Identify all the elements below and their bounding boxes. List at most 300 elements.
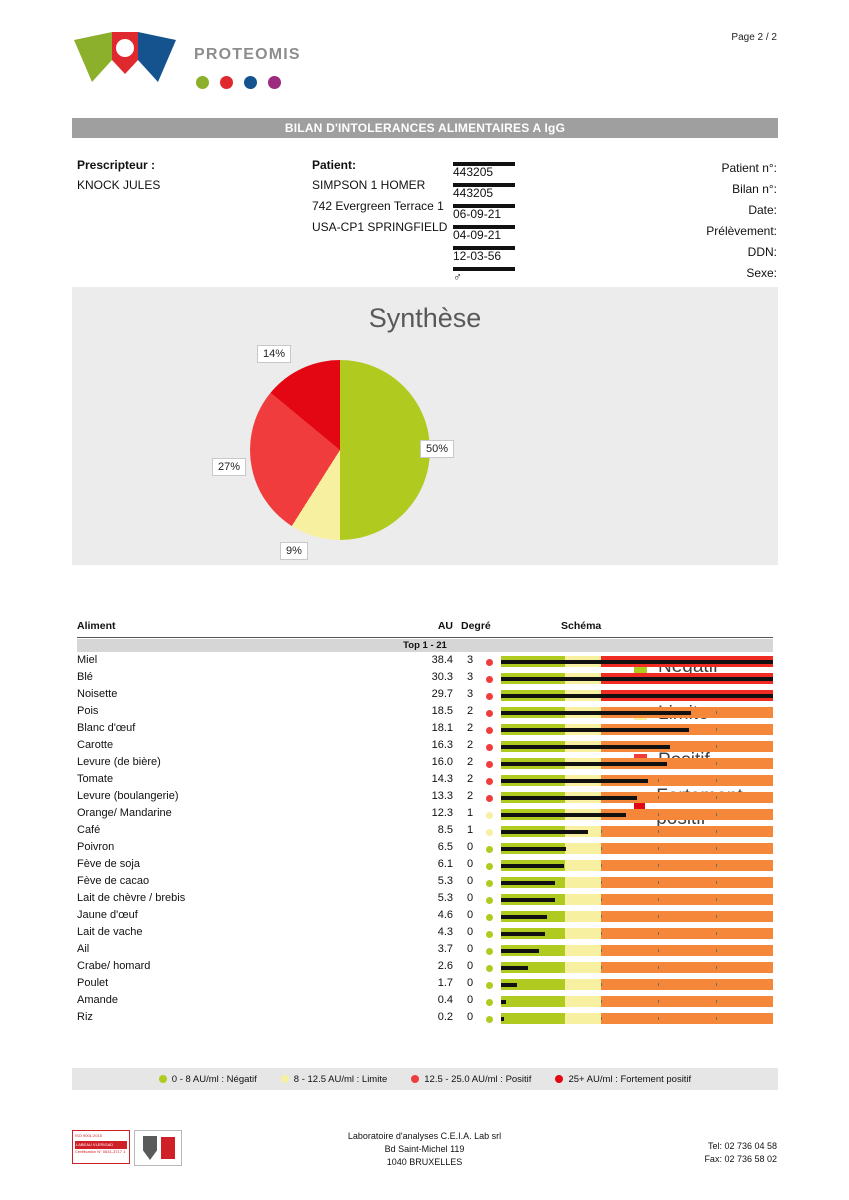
iso-line1: ISO 9001:2015 xyxy=(75,1133,102,1138)
cell-schema-bar xyxy=(501,707,773,718)
cell-au: 38.4 xyxy=(431,654,453,666)
schema-value-marker xyxy=(501,898,555,902)
status-dot-icon xyxy=(486,914,493,921)
schema-segment xyxy=(565,860,601,871)
patient-name: SIMPSON 1 HOMER xyxy=(312,178,426,192)
schema-segment xyxy=(565,945,601,956)
cell-au: 2.6 xyxy=(437,960,453,972)
page-number: Page 2 / 2 xyxy=(731,32,777,43)
column-header-aliment: Aliment xyxy=(77,620,116,632)
schema-tick xyxy=(601,830,602,833)
status-dot-icon xyxy=(486,829,493,836)
scale-legend-text: 12.5 - 25.0 AU/ml : Positif xyxy=(424,1073,532,1085)
schema-tick xyxy=(601,898,602,901)
cell-degre: 3 xyxy=(467,671,474,683)
patient-label: Patient: xyxy=(312,158,357,172)
table-row xyxy=(77,687,773,704)
table-row xyxy=(77,823,773,840)
schema-value-marker xyxy=(501,983,517,987)
cell-aliment: Café xyxy=(77,824,101,836)
cell-aliment: Blanc d'œuf xyxy=(77,722,136,734)
pie-label-positif: 27% xyxy=(212,458,246,476)
schema-value-marker xyxy=(501,949,539,953)
schema-tick xyxy=(716,830,717,833)
schema-value-marker xyxy=(501,847,566,851)
legend-dot-icon xyxy=(281,1075,289,1083)
cell-schema-bar xyxy=(501,656,773,667)
prescriber-label: Prescripteur : xyxy=(77,158,156,172)
schema-tick xyxy=(601,949,602,952)
status-dot-icon xyxy=(486,761,493,768)
brand-dot-purple xyxy=(268,76,281,89)
brand-dot-blue xyxy=(244,76,257,89)
table-row xyxy=(77,670,773,687)
table-row xyxy=(77,1010,773,1027)
cell-au: 4.6 xyxy=(437,909,453,921)
cell-aliment: Poivron xyxy=(77,841,115,853)
cell-schema-bar xyxy=(501,792,773,803)
cell-aliment: Levure (boulangerie) xyxy=(77,790,179,802)
cell-degre: 0 xyxy=(467,943,474,955)
cell-degre: 1 xyxy=(467,824,474,836)
meta-row-ddn xyxy=(447,242,777,263)
cell-degre: 2 xyxy=(467,773,474,785)
table-header xyxy=(77,620,773,638)
table-row xyxy=(77,806,773,823)
table-row xyxy=(77,942,773,959)
legend-dot-icon xyxy=(159,1075,167,1083)
pie-label-fortement: 14% xyxy=(257,345,291,363)
schema-segment xyxy=(601,979,773,990)
cell-aliment: Orange/ Mandarine xyxy=(77,807,172,819)
column-header-au: AU xyxy=(437,620,453,632)
scale-legend xyxy=(72,1068,778,1090)
cell-schema-bar xyxy=(501,894,773,905)
meta-label: Bilan n°: xyxy=(732,182,777,196)
cell-au: 6.1 xyxy=(437,858,453,870)
schema-value-marker xyxy=(501,694,773,698)
brand-dot-red xyxy=(220,76,233,89)
prescriber-name: KNOCK JULES xyxy=(77,178,161,192)
schema-value-marker xyxy=(501,932,545,936)
cell-au: 18.5 xyxy=(431,705,453,717)
cell-degre: 0 xyxy=(467,926,474,938)
schema-segment xyxy=(501,996,565,1007)
meta-value: ♂ xyxy=(453,267,515,271)
schema-tick xyxy=(716,847,717,850)
table-row xyxy=(77,993,773,1010)
schema-tick xyxy=(658,966,659,969)
iso-line2: LABEAU VLERIGAD xyxy=(75,1141,127,1149)
schema-tick xyxy=(716,864,717,867)
schema-tick xyxy=(601,864,602,867)
schema-tick xyxy=(716,932,717,935)
table-row xyxy=(77,925,773,942)
schema-tick xyxy=(716,796,717,799)
meta-value: 12-03-56 xyxy=(453,246,515,250)
cell-au: 3.7 xyxy=(437,943,453,955)
cell-degre: 0 xyxy=(467,1011,474,1023)
meta-value: 443205 xyxy=(453,162,515,166)
schema-tick xyxy=(716,1017,717,1020)
brand-dot-green xyxy=(196,76,209,89)
schema-segment xyxy=(601,877,773,888)
meta-row-prelevement xyxy=(447,221,777,242)
meta-row-patient-no xyxy=(447,158,777,179)
cell-schema-bar xyxy=(501,996,773,1007)
schema-value-marker xyxy=(501,779,648,783)
cell-schema-bar xyxy=(501,1013,773,1024)
schema-segment xyxy=(565,979,601,990)
schema-segment xyxy=(601,809,773,820)
schema-segment xyxy=(565,996,601,1007)
cell-degre: 2 xyxy=(467,722,474,734)
schema-segment xyxy=(565,894,601,905)
cell-schema-bar xyxy=(501,911,773,922)
table-row xyxy=(77,738,773,755)
meta-label: Date: xyxy=(748,203,777,217)
cell-aliment: Poulet xyxy=(77,977,109,989)
cell-au: 30.3 xyxy=(431,671,453,683)
synthesis-panel xyxy=(72,287,778,565)
cell-au: 1.7 xyxy=(437,977,453,989)
cell-au: 14.3 xyxy=(431,773,453,785)
meta-value: 443205 xyxy=(453,183,515,187)
schema-tick xyxy=(601,983,602,986)
schema-value-marker xyxy=(501,1017,504,1021)
pie-graphic xyxy=(250,360,430,540)
table-row xyxy=(77,755,773,772)
schema-tick xyxy=(716,949,717,952)
cell-degre: 0 xyxy=(467,875,474,887)
cell-au: 18.1 xyxy=(431,722,453,734)
cell-aliment: Noisette xyxy=(77,688,118,700)
cell-au: 16.0 xyxy=(431,756,453,768)
cell-degre: 0 xyxy=(467,960,474,972)
cell-degre: 0 xyxy=(467,858,474,870)
scale-legend-limite xyxy=(281,1074,387,1085)
schema-segment xyxy=(601,945,773,956)
table-row xyxy=(77,789,773,806)
cell-schema-bar xyxy=(501,775,773,786)
document-title-bar: BILAN D'INTOLERANCES ALIMENTAIRES A IgG xyxy=(72,118,778,138)
pie-label-negatif: 50% xyxy=(420,440,454,458)
schema-tick xyxy=(658,847,659,850)
schema-value-marker xyxy=(501,915,547,919)
cell-schema-bar xyxy=(501,860,773,871)
cell-schema-bar xyxy=(501,962,773,973)
schema-segment xyxy=(565,911,601,922)
schema-segment xyxy=(565,1013,601,1024)
legend-dot-icon xyxy=(555,1075,563,1083)
cell-degre: 0 xyxy=(467,977,474,989)
table-row xyxy=(77,772,773,789)
schema-value-marker xyxy=(501,728,689,732)
schema-tick xyxy=(601,1000,602,1003)
table-row xyxy=(77,857,773,874)
cell-degre: 0 xyxy=(467,892,474,904)
status-dot-icon xyxy=(486,897,493,904)
schema-tick xyxy=(601,881,602,884)
meta-label: Patient n°: xyxy=(721,161,777,175)
schema-tick xyxy=(716,881,717,884)
schema-segment xyxy=(601,1013,773,1024)
cell-schema-bar xyxy=(501,945,773,956)
schema-tick xyxy=(658,779,659,782)
schema-tick xyxy=(716,898,717,901)
cell-aliment: Riz xyxy=(77,1011,93,1023)
status-dot-icon xyxy=(486,846,493,853)
schema-segment xyxy=(501,1013,565,1024)
schema-tick xyxy=(658,796,659,799)
status-dot-icon xyxy=(486,880,493,887)
meta-label: Sexe: xyxy=(746,266,777,280)
cell-schema-bar xyxy=(501,758,773,769)
table-row xyxy=(77,721,773,738)
cell-au: 29.7 xyxy=(431,688,453,700)
synthesis-pie-chart xyxy=(250,360,430,540)
schema-tick xyxy=(601,1017,602,1020)
schema-segment xyxy=(565,928,601,939)
schema-segment xyxy=(601,962,773,973)
cell-aliment: Carotte xyxy=(77,739,114,751)
schema-tick xyxy=(601,932,602,935)
schema-segment xyxy=(601,911,773,922)
patient-address: 742 Evergreen Terrace 1 xyxy=(312,199,444,213)
footer-fax: Fax: 02 736 58 02 xyxy=(704,1154,777,1164)
schema-value-marker xyxy=(501,966,528,970)
cell-aliment: Ail xyxy=(77,943,90,955)
cell-au: 4.3 xyxy=(437,926,453,938)
synthesis-title: Synthèse xyxy=(368,303,482,333)
cell-aliment: Lait de vache xyxy=(77,926,143,938)
footer-lab-city: 1040 BRUXELLES xyxy=(386,1157,463,1167)
cell-aliment: Levure (de bière) xyxy=(77,756,161,768)
scale-legend-text: 0 - 8 AU/ml : Négatif xyxy=(171,1073,257,1085)
status-dot-icon xyxy=(486,659,493,666)
schema-segment xyxy=(601,860,773,871)
schema-tick xyxy=(716,779,717,782)
table-row xyxy=(77,959,773,976)
meta-row-sexe xyxy=(447,263,777,284)
cell-degre: 0 xyxy=(467,909,474,921)
cell-degre: 1 xyxy=(467,807,474,819)
schema-value-marker xyxy=(501,677,773,681)
meta-value: 06-09-21 xyxy=(453,204,515,208)
cell-aliment: Fève de soja xyxy=(77,858,140,870)
cell-au: 8.5 xyxy=(437,824,453,836)
schema-tick xyxy=(716,762,717,765)
cell-schema-bar xyxy=(501,741,773,752)
footer-lab-street: Bd Saint-Michel 119 xyxy=(384,1144,465,1154)
cell-degre: 2 xyxy=(467,790,474,802)
schema-tick xyxy=(658,932,659,935)
cell-degre: 2 xyxy=(467,739,474,751)
cell-aliment: Miel xyxy=(77,654,98,666)
cell-degre: 2 xyxy=(467,705,474,717)
footer-tel: Tel: 02 736 04 58 xyxy=(707,1141,777,1151)
cell-schema-bar xyxy=(501,690,773,701)
cell-degre: 0 xyxy=(467,994,474,1006)
schema-value-marker xyxy=(501,1000,506,1004)
header-divider xyxy=(77,637,773,638)
cell-schema-bar xyxy=(501,826,773,837)
table-row xyxy=(77,908,773,925)
meta-row-bilan-no xyxy=(447,179,777,200)
status-dot-icon xyxy=(486,931,493,938)
table-row xyxy=(77,704,773,721)
schema-segment xyxy=(601,996,773,1007)
cell-degre: 3 xyxy=(467,688,474,700)
status-dot-icon xyxy=(486,778,493,785)
cell-schema-bar xyxy=(501,979,773,990)
schema-segment xyxy=(601,826,773,837)
status-dot-icon xyxy=(486,727,493,734)
cell-aliment: Crabe/ homard xyxy=(77,960,151,972)
schema-value-marker xyxy=(501,660,773,664)
schema-tick xyxy=(716,915,717,918)
schema-tick xyxy=(658,898,659,901)
status-dot-icon xyxy=(486,744,493,751)
schema-segment xyxy=(601,843,773,854)
schema-tick xyxy=(716,966,717,969)
schema-tick xyxy=(658,864,659,867)
cell-aliment: Amande xyxy=(77,994,118,1006)
cell-au: 12.3 xyxy=(431,807,453,819)
footer-lab-name: Laboratoire d'analyses C.E.I.A. Lab srl xyxy=(347,1131,502,1141)
table-row xyxy=(77,976,773,993)
cell-schema-bar xyxy=(501,809,773,820)
iso-line3: Certification xyxy=(75,1149,97,1154)
legend-dot-icon xyxy=(411,1075,419,1083)
schema-segment xyxy=(601,928,773,939)
scale-legend-positif xyxy=(411,1074,531,1085)
schema-tick xyxy=(658,830,659,833)
cell-schema-bar xyxy=(501,928,773,939)
scale-legend-text: 25+ AU/ml : Fortement positif xyxy=(568,1073,692,1085)
cell-schema-bar xyxy=(501,724,773,735)
cell-au: 0.4 xyxy=(437,994,453,1006)
meta-label: Prélèvement: xyxy=(706,224,777,238)
status-dot-icon xyxy=(486,693,493,700)
schema-tick xyxy=(601,847,602,850)
status-dot-icon xyxy=(486,812,493,819)
schema-tick xyxy=(716,745,717,748)
schema-tick xyxy=(658,1000,659,1003)
schema-segment xyxy=(565,962,601,973)
schema-segment xyxy=(565,877,601,888)
schema-tick xyxy=(601,915,602,918)
footer-contact xyxy=(704,1140,777,1166)
status-dot-icon xyxy=(486,710,493,717)
table-row xyxy=(77,653,773,670)
status-dot-icon xyxy=(486,965,493,972)
table-body xyxy=(77,653,773,1027)
schema-tick xyxy=(658,1017,659,1020)
patient-city: USA-CP1 SPRINGFIELD xyxy=(312,220,448,234)
table-row xyxy=(77,840,773,857)
schema-tick xyxy=(716,711,717,714)
pie-label-limite: 9% xyxy=(280,542,308,560)
cell-aliment: Lait de chèvre / brebis xyxy=(77,892,186,904)
meta-value: 04-09-21 xyxy=(453,225,515,229)
cell-schema-bar xyxy=(501,877,773,888)
brand-logo xyxy=(72,30,312,100)
meta-row-date xyxy=(447,200,777,221)
schema-value-marker xyxy=(501,796,637,800)
meta-label: DDN: xyxy=(747,245,777,259)
status-dot-icon xyxy=(486,863,493,870)
table-row xyxy=(77,874,773,891)
schema-value-marker xyxy=(501,864,564,868)
status-dot-icon xyxy=(486,948,493,955)
table-row xyxy=(77,891,773,908)
cell-au: 16.3 xyxy=(431,739,453,751)
cell-aliment: Blé xyxy=(77,671,93,683)
scale-legend-negatif xyxy=(159,1074,257,1085)
cell-degre: 0 xyxy=(467,841,474,853)
status-dot-icon xyxy=(486,982,493,989)
cell-aliment: Pois xyxy=(77,705,99,717)
schema-value-marker xyxy=(501,813,626,817)
status-dot-icon xyxy=(486,676,493,683)
cell-aliment: Tomate xyxy=(77,773,114,785)
cell-aliment: Fève de cacao xyxy=(77,875,150,887)
cell-schema-bar xyxy=(501,673,773,684)
schema-tick xyxy=(716,983,717,986)
schema-tick xyxy=(601,966,602,969)
cell-degre: 3 xyxy=(467,654,474,666)
status-dot-icon xyxy=(486,795,493,802)
cell-aliment: Jaune d'œuf xyxy=(77,909,138,921)
schema-value-marker xyxy=(501,881,555,885)
schema-tick xyxy=(658,881,659,884)
proteomis-mark-icon xyxy=(72,30,182,92)
schema-tick xyxy=(658,949,659,952)
scale-legend-text: 8 - 12.5 AU/ml : Limite xyxy=(293,1073,388,1085)
schema-value-marker xyxy=(501,711,691,715)
cell-au: 5.3 xyxy=(437,875,453,887)
schema-segment xyxy=(601,894,773,905)
schema-tick xyxy=(658,983,659,986)
schema-value-marker xyxy=(501,762,667,766)
cell-au: 0.2 xyxy=(437,1011,453,1023)
cell-schema-bar xyxy=(501,843,773,854)
schema-tick xyxy=(716,728,717,731)
scale-legend-fortement xyxy=(555,1074,691,1085)
cell-au: 13.3 xyxy=(431,790,453,802)
cell-au: 5.3 xyxy=(437,892,453,904)
schema-tick xyxy=(716,1000,717,1003)
iso-line4: N° 0631-3717 1 xyxy=(97,1149,126,1154)
table-group-label: Top 1 - 21 xyxy=(77,639,773,652)
cell-degre: 2 xyxy=(467,756,474,768)
report-meta xyxy=(447,158,777,284)
column-header-schema: Schéma xyxy=(561,620,602,632)
brand-name: PROTEOMIS xyxy=(194,46,301,63)
results-table xyxy=(77,620,773,1023)
schema-tick xyxy=(658,915,659,918)
cell-au: 6.5 xyxy=(437,841,453,853)
schema-value-marker xyxy=(501,745,670,749)
schema-tick xyxy=(658,813,659,816)
schema-tick xyxy=(716,813,717,816)
status-dot-icon xyxy=(486,999,493,1006)
schema-value-marker xyxy=(501,830,588,834)
status-dot-icon xyxy=(486,1016,493,1023)
column-header-degre: Degré xyxy=(461,620,491,632)
schema-segment xyxy=(565,843,601,854)
